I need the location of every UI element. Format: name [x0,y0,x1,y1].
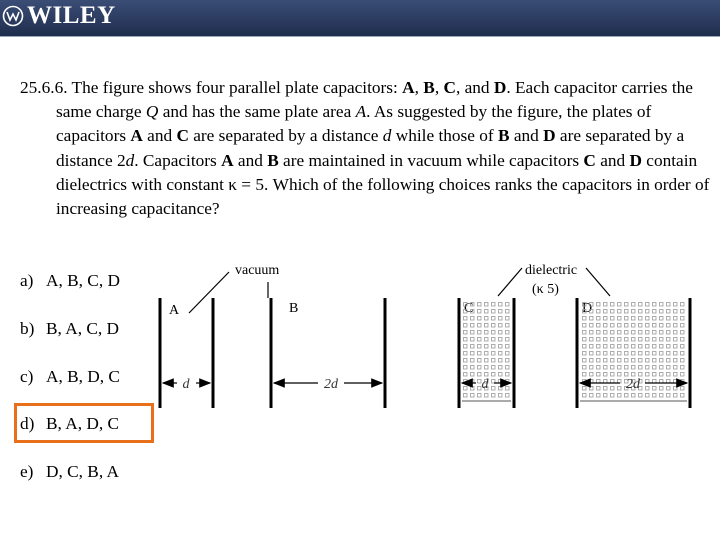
kappa-label: (κ 5) [532,282,559,297]
option-b[interactable]: b) B, A, C, D [20,319,119,338]
gap-label-a: d [182,377,190,392]
pointer-line-a [189,272,229,313]
option-d[interactable]: d) B, A, D, C [20,414,119,433]
option-a[interactable]: a) A, B, C, D [20,271,120,290]
gap-label-b: 2d [324,377,338,392]
question-paragraph: 25.6.6. The figure shows four parallel plate capacitors: A, B, C, and D. Each capacitor carries the same charge Q and has the same plate area A. As suggested by the figure, the plates of capacitors A and C are separated by a distance d while those of B and D are separated by a distance 2d. Capacitors A and B are maintained in vacuum while capacitors C and D contain dielectrics with constant κ = 5. Which of the following choices ranks the capacitors in order of increasing capacitance? [20,78,710,219]
gap-label-c: d [481,377,489,392]
capacitor-label-a: A [169,303,180,318]
capacitors-figure [150,255,710,415]
selected-answer-highlight [14,403,154,443]
question-text [20,76,710,221]
header-banner [0,0,720,37]
logo-text: WILEY [27,2,116,29]
gap-label-d: 2d [626,377,640,392]
capacitor-label-b: B [289,301,299,316]
vacuum-label: vacuum [235,263,280,278]
pointer-line-d [586,268,610,296]
option-e[interactable]: e) D, C, B, A [20,462,119,481]
dielectric-label: dielectric [525,263,578,278]
wiley-emblem-icon [2,5,24,27]
pointer-line-c [498,268,522,296]
wiley-logo [2,2,116,30]
option-c[interactable]: c) A, B, D, C [20,367,120,386]
